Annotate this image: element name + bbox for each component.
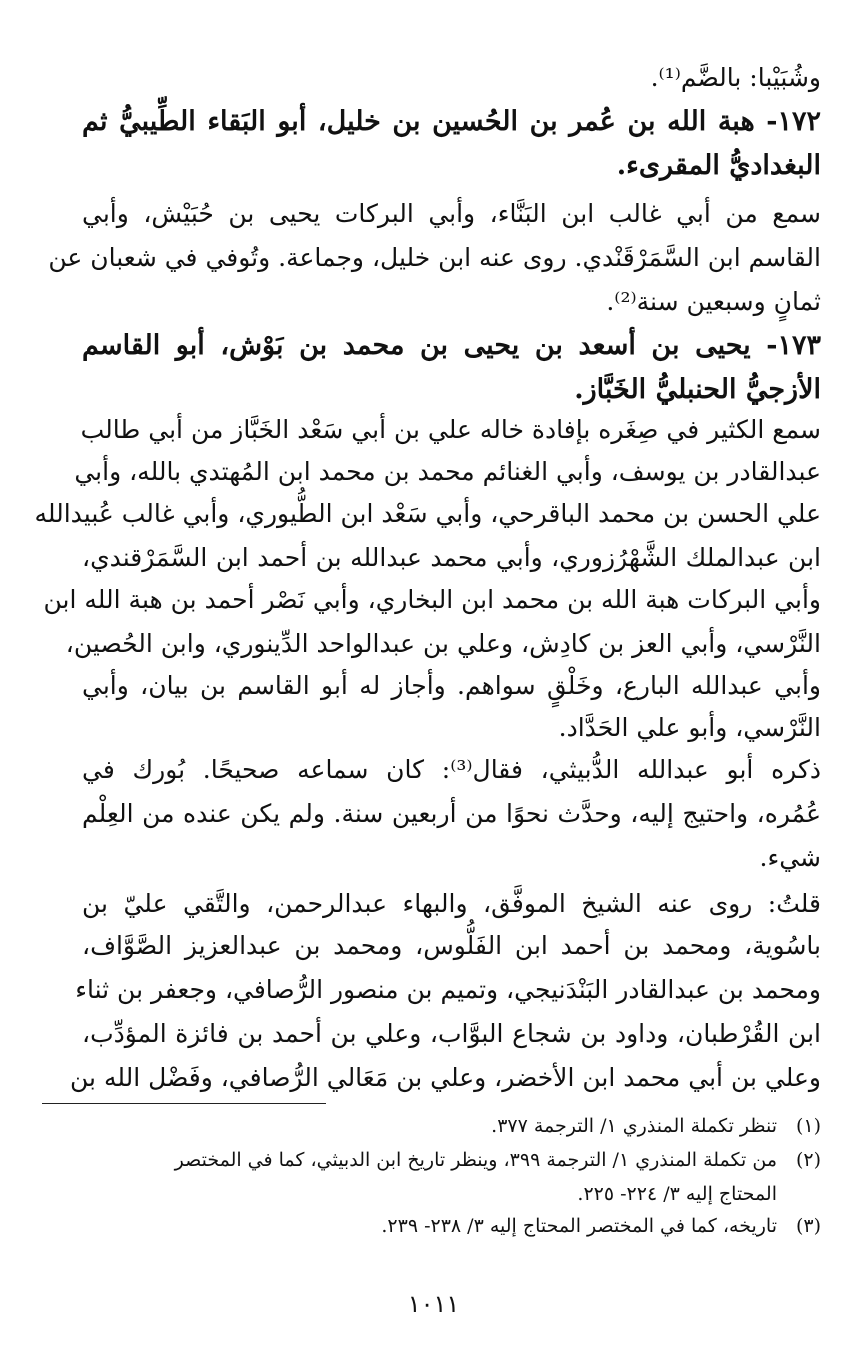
- text-line: سمع الكثير في صِغَره بإفادة خاله علي بن أبي سَعْد الخَبَّاز من أبي طالب: [80, 415, 821, 444]
- text-line: باسُوية، ومحمد بن أحمد ابن الفَلُّوس، ومحمد بن عبدالعزيز الصَّوَّاف،: [82, 931, 821, 960]
- text-line: ١٧٢- هبة الله بن عُمر بن الحُسين بن خليل، أبو البَقاء الطِّيبيُّ ثم: [82, 106, 821, 137]
- text-line: شيء.: [759, 843, 821, 872]
- text-line: البغداديُّ المقرىء.: [616, 150, 821, 181]
- footnote-number: (٣): [795, 1215, 821, 1237]
- footnote-divider: [42, 1103, 326, 1104]
- text-line: وشُبَيْبا: بالضَّم⁽¹⁾.: [650, 63, 821, 92]
- text-line: سمع من أبي غالب ابن البَنَّاء، وأبي البركات يحيى بن حُبَيْش، وأبي: [82, 199, 821, 228]
- footnote-text: تنظر تكملة المنذري ١/ الترجمة ٣٧٧.: [491, 1115, 777, 1137]
- footnote-text: تاريخه، كما في المختصر المحتاج إليه ٣/ ٢٣٨- ٢٣٩.: [381, 1215, 777, 1237]
- text-line: ثمانٍ وسبعين سنة⁽²⁾.: [606, 287, 821, 316]
- text-line: ومحمد بن عبدالقادر البَنْدَنيجي، وتميم بن منصور الرُّصافي، وجعفر بن ثناء: [75, 975, 821, 1004]
- page-number: ١٠١١: [407, 1290, 460, 1318]
- text-line: وأبي عبدالله البارع، وخَلْقٍ سواهم. وأجاز له أبو القاسم بن بيان، وأبي: [82, 671, 821, 700]
- text-line: علي الحسن بن محمد الباقرحي، وأبي سَعْد ابن الطُّيوري، وأبي غالب عُبيدالله: [34, 499, 821, 528]
- text-line: عبدالقادر بن يوسف، وأبي الغنائم محمد بن محمد ابن المُهتدي بالله، وأبي: [74, 457, 821, 486]
- footnote-line: [60, 1179, 821, 1209]
- footnote-text: المحتاج إليه ٣/ ٢٢٤- ٢٢٥.: [577, 1183, 777, 1205]
- footnote-text: من تكملة المنذري ١/ الترجمة ٣٩٩، وينظر تاريخ ابن الدبيثي، كما في المختصر: [174, 1149, 777, 1171]
- footnote-line: [60, 1145, 821, 1175]
- text-line: القاسم ابن السَّمَرْقَنْدي. روى عنه ابن خليل، وجماعة. وتُوفي في شعبان عن: [48, 243, 821, 272]
- text-line: وعلي بن أبي محمد ابن الأخضر، وعلي بن مَعَالي الرُّصافي، وفَضْل الله بن: [70, 1063, 821, 1092]
- footnote-line: [60, 1111, 821, 1141]
- footnote-number: (٢): [795, 1149, 821, 1171]
- text-line: ١٧٣- يحيى بن أسعد بن يحيى بن محمد بن بَوْش، أبو القاسم: [82, 330, 821, 361]
- text-line: ابن عبدالملك الشَّهْرُزوري، وأبي محمد عبدالله بن أحمد ابن السَّمَرْقندي،: [82, 543, 821, 572]
- footnote-number: (١): [795, 1115, 821, 1137]
- text-line: قلتُ: روى عنه الشيخ الموفَّق، والبهاء عبدالرحمن، والتَّقي عليّ بن: [82, 889, 821, 918]
- text-line: ابن القُرْطبان، وداود بن شجاع البوَّاب، وعلي بن أحمد بن فائزة المؤدِّب،: [82, 1019, 821, 1048]
- text-line: وأبي البركات هبة الله بن محمد ابن البخاري، وأبي نَصْر أحمد بن هبة الله ابن: [43, 585, 821, 614]
- text-line: النَّرْسي، وأبي العز بن كادِش، وعلي بن عبدالواحد الدِّينوري، وابن الحُصين،: [65, 629, 821, 658]
- text-line: ذكره أبو عبدالله الدُّبيثي، فقال⁽³⁾: كان سماعه صحيحًا. بُورك في: [82, 755, 822, 784]
- text-line: عُمُره، واحتيج إليه، وحدَّث نحوًا من أربعين سنة. ولم يكن عنده من العِلْم: [82, 799, 821, 828]
- text-line: النَّرْسي، وأبو علي الحَدَّاد.: [558, 713, 821, 742]
- text-line: الأزجيُّ الحنبليُّ الخَبَّاز.: [574, 374, 821, 405]
- footnote-line: [60, 1211, 821, 1241]
